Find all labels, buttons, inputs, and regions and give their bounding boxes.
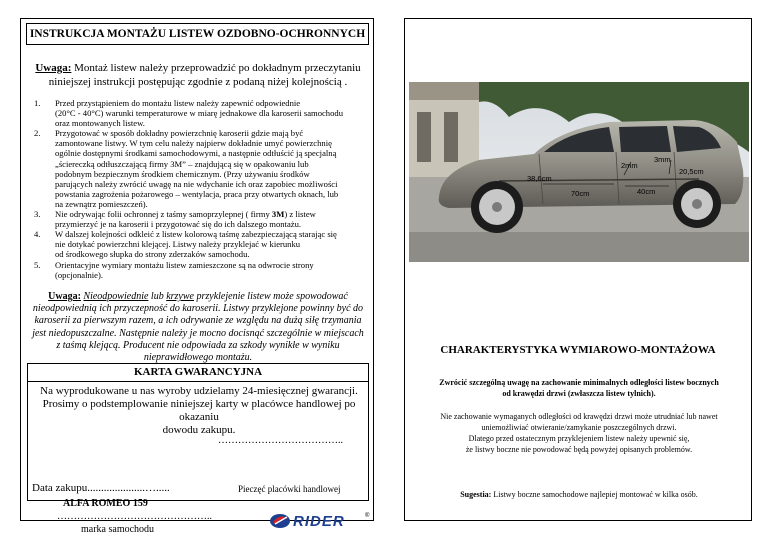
guarantee-line: Prosimy o podstemplowanie niniejszej karty w placówce handlowej po okazaniu: [42, 398, 356, 423]
dimensions-panel: [404, 18, 752, 521]
warning-line: karoserii za pierwszym razem, a ich odrywanie ze względu na dużą siłę trzymania: [34, 315, 362, 327]
car-brand-label: marka samochodu: [81, 524, 155, 535]
step-line: powstania zagrożenia pożarowego – wentylacja, praca przy otwartych oknach, lub: [55, 188, 339, 199]
step-line: W dalszej kolejności odkleić z listew kolorową taśmę zabezpieczającą starając się: [55, 229, 337, 240]
step-number: 1.: [34, 98, 41, 108]
stamp-dotted-line: ………………………………..: [218, 435, 343, 446]
brand-3m: 3M: [271, 209, 285, 220]
warning-line: nieprawidłowego montażu.: [143, 352, 253, 364]
step-line: Przed przystąpieniem do montażu listew należy zapewnić odpowiednie: [55, 98, 301, 108]
notice-line: Zwrócić szczególną uwagę na zachowanie minimalnych odległości listew bocznych: [439, 378, 719, 387]
notice-line: od krawędzi drzwi (zwłaszcza listew tylnich).: [502, 389, 656, 398]
guarantee-text: [32, 385, 366, 437]
step-line: „ściereczką odtłuszczającą firmy 3M” – znajdującą się w opakowaniu lub: [55, 158, 309, 169]
step-line: Orientacyjne wymiary montażu listew zamieszczone są na odwrocie strony: [55, 259, 314, 270]
detail-line: Dlatego przed ostatecznym przyklejeniem listew należy upewnić się,: [468, 434, 690, 443]
warning-label: Uwaga:: [48, 291, 81, 302]
step-number: 3.: [34, 209, 41, 220]
step-line: ) z listew: [284, 209, 316, 220]
warning-line: jest niedopuszczalne. Następnie należy je mocno docisnąć szczególnie w miejscach: [32, 327, 364, 339]
detail-line: że listwy boczne nie powodować będą powyżej opisanych problemów.: [465, 445, 693, 454]
car-brand-dotted-line: ………………………………………..: [57, 511, 212, 522]
dimension-label: 20,5cm: [679, 167, 704, 176]
step-line: zamontowane listwy. W tym celu należy najpierw dokładnie umyć powierzchnię: [55, 138, 332, 149]
step-line: ogólnie dostępnymi środkami samochodowymi, a następnie odtłuścić ją specjalną: [55, 148, 337, 159]
step-line: oraz montowanych listew.: [55, 118, 145, 129]
guarantee-card: [27, 363, 369, 501]
step-line: na zewnątrz pomieszczeń).: [55, 198, 148, 209]
step-line: od środkowego słupka do strony zderzaków samochodu.: [55, 249, 250, 260]
detail-line: Nie zachowanie wymaganych odległości od krawędzi drzwi może utrudniać lub nawet: [440, 412, 718, 421]
suggestion: [415, 490, 743, 499]
guarantee-line: Na wyprodukowane u nas wyroby udzielamy 24-miesięcznej gwarancji.: [40, 385, 358, 397]
step-number: 5.: [34, 259, 41, 270]
guarantee-title: KARTA GWARANCYJNA: [28, 364, 368, 382]
guarantee-line: dowodu zakupu.: [162, 424, 236, 436]
step-3: [29, 209, 367, 229]
instruction-panel: [20, 18, 374, 535]
shop-stamp-label: Pieczęć placówki handlowej: [238, 484, 341, 494]
dimension-label: 2mm: [621, 161, 638, 170]
step-line: (20°C - 40°C) warunki temperaturowe w miarę jednakowe dla karoserii samochodu: [55, 108, 343, 119]
warning-label: Uwaga:: [35, 62, 72, 74]
car-photo-illustration: [409, 82, 749, 262]
instruction-steps: [29, 98, 367, 280]
step-5: [29, 260, 367, 280]
step-2: [29, 128, 367, 209]
instruction-title: INSTRUKCJA MONTAŻU LISTEW OZDOBNO-OCHRONNYCH: [26, 23, 369, 45]
dimension-label: 3mm: [654, 155, 671, 164]
step-4: [29, 229, 367, 259]
warning-line: nieodpowiednią ich przyczepność do karoserii. Listwy przyklejone powinny być do: [32, 303, 364, 315]
warning-word-lub: lub: [148, 291, 167, 302]
characteristics-notice: [415, 377, 743, 399]
step-line: podobnym bezpiecznym środkiem chemicznym. (Przy używaniu środków: [55, 168, 310, 179]
warning-line: przyklejenie listew może spowodować: [193, 291, 348, 302]
dimension-label: 38,6cm: [527, 174, 552, 183]
detail-line: uniemożliwiać otwieranie/zamykanie poszczególnych drzwi.: [481, 423, 677, 432]
step-number: 4.: [34, 229, 41, 240]
characteristics-details: [415, 411, 743, 455]
step-line: nie dotykać powierzchni klejącej. Listwy należy przyklejać w kierunku: [55, 239, 301, 250]
warning-line-1: Montaż listew należy przeprowadzić po dokładnym przeczytaniu: [71, 62, 361, 74]
step-line: Przygotować w sposób dokładny powierzchnię karoserii gdzie mają być: [55, 128, 304, 139]
step-line: przymierzyć je na karoserii i przygotować się do ich dalszego montażu.: [55, 219, 302, 230]
step-number: 2.: [34, 128, 41, 139]
purchase-date-field: Data zakupu.....................….....: [32, 482, 170, 494]
rider-logo: [269, 509, 373, 531]
warning-line-2: niniejszej instrukcji postępując zgodnie z podaną niżej kolejnością .: [48, 76, 348, 88]
suggestion-label: Sugestia:: [460, 490, 492, 499]
suggestion-text: Listwy boczne samochodowe najlepiej montować w kilka osób.: [491, 490, 698, 499]
logo-text: RIDER: [293, 513, 345, 530]
warning-line: z taśmą klejącą. Producent nie odpowiada za szkody wynikłe w wyniku: [56, 339, 340, 351]
step-1: [29, 98, 367, 128]
dimension-label: 40cm: [637, 187, 656, 196]
step-line: Nie odrywając folii ochronnej z taśmy samoprzylepnej ( firmy: [55, 209, 272, 220]
car-photo: [409, 82, 749, 262]
dimension-label: 70cm: [571, 189, 590, 198]
warning-word-krzywe: krzywe: [166, 291, 194, 302]
car-model: ALFA ROMEO 159: [63, 498, 148, 509]
warning-mounting: [27, 291, 369, 364]
logo-registered-mark: ®: [365, 513, 370, 519]
characteristics-title: CHARAKTERYSTYKA WYMIAROWO-MONTAŻOWA: [440, 344, 716, 356]
warning-intro: [27, 61, 369, 89]
step-line: (opcjonalnie).: [55, 269, 103, 280]
warning-word-nieodpowiednie: Nieodpowiednie: [83, 291, 149, 302]
step-line: parujących należy zwrócić uwagę na nie wdychanie ich oraz zapobiec możliwości: [55, 178, 338, 189]
